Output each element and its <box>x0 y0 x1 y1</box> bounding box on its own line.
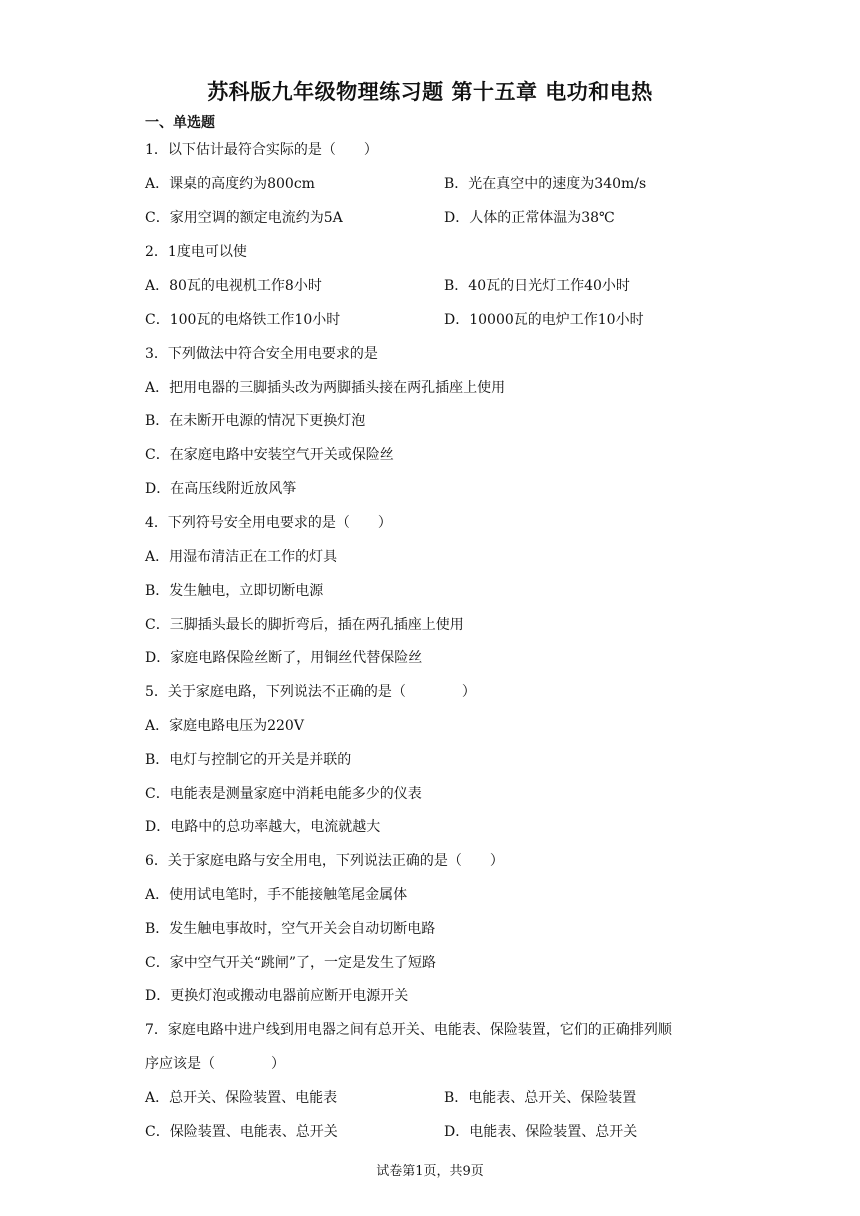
question-1-stem: 1．以下估计最符合实际的是（ ） <box>145 142 378 158</box>
q1-option-d: D．人体的正常体温为38℃ <box>444 210 615 226</box>
section-heading: 一、单选题 <box>145 115 215 131</box>
q1-option-b: B．光在真空中的速度为340m/s <box>444 176 647 192</box>
q7-option-b: B．电能表、总开关、保险装置 <box>444 1090 637 1106</box>
question-3-stem: 3．下列做法中符合安全用电要求的是 <box>145 346 378 362</box>
q7-option-a: A．总开关、保险装置、电能表 <box>145 1090 338 1106</box>
q7-option-d: D．电能表、保险装置、总开关 <box>444 1124 638 1140</box>
q7-option-c: C．保险装置、电能表、总开关 <box>145 1124 338 1140</box>
q3-option-c: C．在家庭电路中安装空气开关或保险丝 <box>145 447 394 463</box>
q1-option-a: A．课桌的高度约为800cm <box>145 176 315 192</box>
q2-option-c: C．100瓦的电烙铁工作10小时 <box>145 312 341 328</box>
question-2-stem: 2．1度电可以使 <box>145 244 247 260</box>
q6-option-a: A．使用试电笔时，手不能接触笔尾金属体 <box>145 887 408 903</box>
question-7-stem: 7．家庭电路中进户线到用电器之间有总开关、电能表、保险装置，它们的正确排列顺 <box>145 1022 672 1038</box>
q3-option-d: D．在高压线附近放风筝 <box>145 481 297 497</box>
page-footer: 试卷第1页，共9页 <box>376 1164 484 1179</box>
q2-option-b: B．40瓦的日光灯工作40小时 <box>444 278 630 294</box>
q3-option-a: A．把用电器的三脚插头改为两脚插头接在两孔插座上使用 <box>145 380 506 396</box>
q4-option-a: A．用湿布清洁正在工作的灯具 <box>145 549 338 565</box>
q6-option-b: B．发生触电事故时，空气开关会自动切断电路 <box>145 921 436 937</box>
q6-option-d: D．更换灯泡或搬动电器前应断开电源开关 <box>145 988 409 1004</box>
q3-option-b: B．在未断开电源的情况下更换灯泡 <box>145 413 366 429</box>
q6-option-c: C．家中空气开关“跳闸”了，一定是发生了短路 <box>145 955 437 971</box>
question-4-stem: 4．下列符号安全用电要求的是（ ） <box>145 515 392 531</box>
q2-option-a: A．80瓦的电视机工作8小时 <box>145 278 322 294</box>
q5-option-c: C．电能表是测量家庭中消耗电能多少的仪表 <box>145 786 422 802</box>
page-title: 苏科版九年级物理练习题 第十五章 电功和电热 <box>207 80 653 104</box>
question-7-stem-continued: 序应该是（ ） <box>145 1056 285 1072</box>
question-6-stem: 6．关于家庭电路与安全用电，下列说法正确的是（ ） <box>145 853 504 869</box>
q4-option-d: D．家庭电路保险丝断了，用铜丝代替保险丝 <box>145 650 423 666</box>
q4-option-c: C．三脚插头最长的脚折弯后，插在两孔插座上使用 <box>145 617 464 633</box>
question-5-stem: 5．关于家庭电路，下列说法不正确的是（ ） <box>145 684 476 700</box>
q4-option-b: B．发生触电，立即切断电源 <box>145 583 324 599</box>
q2-option-d: D．10000瓦的电炉工作10小时 <box>444 312 644 328</box>
q5-option-b: B．电灯与控制它的开关是并联的 <box>145 752 352 768</box>
q1-option-c: C．家用空调的额定电流约为5A <box>145 210 343 226</box>
q5-option-d: D．电路中的总功率越大，电流就越大 <box>145 819 381 835</box>
q5-option-a: A．家庭电路电压为220V <box>145 718 304 734</box>
